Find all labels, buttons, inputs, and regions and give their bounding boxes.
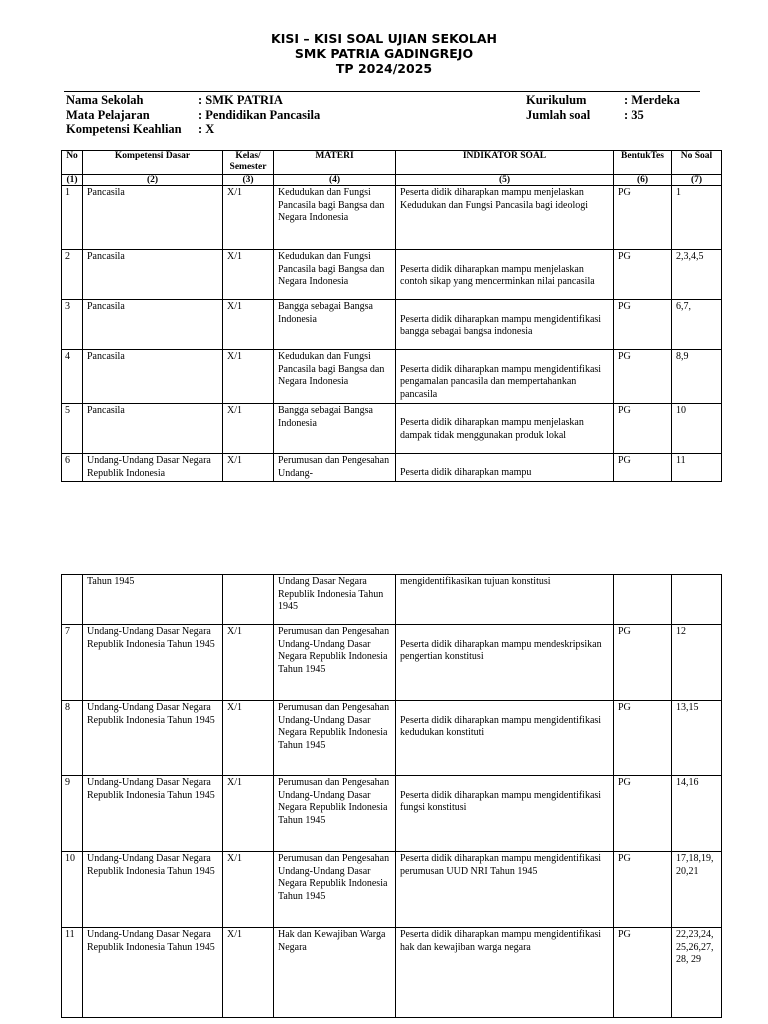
row-indikator — [396, 453, 614, 481]
row-kelas: X/1 — [223, 250, 274, 300]
row-nosoal: 22,23,24, 25,26,27, 28, 29 — [672, 928, 722, 1018]
row-materi: Bangga sebagai Bangsa Indonesia — [274, 403, 396, 453]
index-cell: (6) — [614, 175, 672, 186]
row-kelas: X/1 — [223, 403, 274, 453]
row-nosoal: 8,9 — [672, 350, 722, 404]
index-cell: (3) — [223, 175, 274, 186]
row-bentuk: PG — [614, 453, 672, 481]
index-cell: (5) — [396, 175, 614, 186]
row-indikator: Peserta didik diharapkan mampu mengidentifikasi hak dan kewajiban warga negara — [396, 928, 614, 1018]
row-bentuk: PG — [614, 776, 672, 852]
row-bentuk: PG — [614, 350, 672, 404]
row-kelas: X/1 — [223, 776, 274, 852]
table-row — [62, 776, 722, 852]
row-kompetensi: Pancasila — [83, 350, 223, 404]
row-kompetensi: Undang-Undang Dasar Negara Republik Indonesia Tahun 1945 — [83, 776, 223, 852]
row-kompetensi: Pancasila — [83, 403, 223, 453]
row-nosoal: 6,7, — [672, 300, 722, 350]
header-indikator: INDIKATOR SOAL — [396, 151, 614, 175]
row-bentuk: PG — [614, 403, 672, 453]
index-cell: (2) — [83, 175, 223, 186]
row-indikator — [396, 350, 614, 404]
header-divider — [64, 91, 700, 92]
row-indikator — [396, 250, 614, 300]
header-bentuk: BentukTes — [614, 151, 672, 175]
row-no — [62, 575, 83, 625]
row-kompetensi: Undang-Undang Dasar Negara Republik Indonesia Tahun 1945 — [83, 701, 223, 776]
row-bentuk: PG — [614, 701, 672, 776]
row-materi: Perumusan dan Pengesahan Undang-Undang Dasar Negara Republik Indonesia Tahun 1945 — [274, 852, 396, 928]
row-nosoal: 12 — [672, 625, 722, 701]
row-kompetensi: Tahun 1945 — [83, 575, 223, 625]
row-indikator — [396, 403, 614, 453]
header-nosoal: No Soal — [672, 151, 722, 175]
row-kompetensi: Undang-Undang Dasar Negara Republik Indonesia — [83, 453, 223, 481]
row-kelas: X/1 — [223, 186, 274, 250]
table-row — [62, 186, 722, 250]
header-school: SMK PATRIA GADINGREJO — [294, 46, 474, 61]
row-nosoal: 13,15 — [672, 701, 722, 776]
row-materi: Kedudukan dan Fungsi Pancasila bagi Bangsa dan Negara Indonesia — [274, 350, 396, 404]
table-row — [62, 852, 722, 928]
row-bentuk: PG — [614, 625, 672, 701]
table-row — [62, 928, 722, 1018]
row-no: 3 — [62, 300, 83, 350]
row-no: 4 — [62, 350, 83, 404]
row-kompetensi: Undang-Undang Dasar Negara Republik Indonesia Tahun 1945 — [83, 928, 223, 1018]
nama-sekolah-value: : SMK PATRIA — [198, 93, 283, 107]
row-no: 1 — [62, 186, 83, 250]
kurikulum-value: : Merdeka — [624, 93, 680, 107]
index-cell: (4) — [274, 175, 396, 186]
info-left — [66, 93, 320, 137]
kompetensi-label: Kompetensi Keahlian — [66, 122, 182, 136]
row-kompetensi: Pancasila — [83, 300, 223, 350]
kurikulum-label: Kurikulum — [526, 93, 587, 107]
document-header — [0, 31, 768, 76]
index-cell: (7) — [672, 175, 722, 186]
row-kompetensi: Undang-Undang Dasar Negara Republik Indonesia Tahun 1945 — [83, 625, 223, 701]
row-indikator — [396, 625, 614, 701]
row-bentuk: PG — [614, 186, 672, 250]
kompetensi-value: : X — [198, 122, 215, 136]
row-indikator: Peserta didik diharapkan mampu mengidentifikasi perumusan UUD NRI Tahun 1945 — [396, 852, 614, 928]
kisi-table-page1 — [61, 150, 722, 482]
header-materi: MATERI — [274, 151, 396, 175]
row-kelas — [223, 575, 274, 625]
row-no: 7 — [62, 625, 83, 701]
row-materi: Perumusan dan Pengesahan Undang- — [274, 453, 396, 481]
row-materi: Undang Dasar Negara Republik Indonesia Tahun 1945 — [274, 575, 396, 625]
header-year: TP 2024/2025 — [335, 61, 433, 76]
kisi-table-page2 — [61, 574, 722, 1018]
row-bentuk: PG — [614, 250, 672, 300]
row-bentuk: PG — [614, 928, 672, 1018]
row-no: 11 — [62, 928, 83, 1018]
row-indikator — [396, 776, 614, 852]
jumlah-soal-value: : 35 — [624, 107, 644, 122]
header-kelas: Kelas/ Semester — [223, 151, 274, 175]
nama-sekolah-label: Nama Sekolah — [66, 93, 144, 107]
row-nosoal: 14,16 — [672, 776, 722, 852]
row-materi: Perumusan dan Pengesahan Undang-Undang Dasar Negara Republik Indonesia Tahun 1945 — [274, 625, 396, 701]
row-no: 2 — [62, 250, 83, 300]
index-cell: (1) — [62, 175, 83, 186]
row-indikator-text: Peserta didik diharapkan mampu mengidentifikasi bangga sebagai bangsa indonesia — [400, 313, 602, 338]
row-nosoal: 1 — [672, 186, 722, 250]
row-materi: Kedudukan dan Fungsi Pancasila bagi Bangsa dan Negara Indonesia — [274, 186, 396, 250]
row-indikator: Peserta didik diharapkan mampu menjelaskan Kedudukan dan Fungsi Pancasila bagi ideologi — [396, 186, 614, 250]
row-indikator — [396, 300, 614, 350]
row-bentuk: PG — [614, 852, 672, 928]
row-no: 6 — [62, 453, 83, 481]
row-kelas: X/1 — [223, 453, 274, 481]
row-kelas: X/1 — [223, 350, 274, 404]
table-row — [62, 350, 722, 404]
row-kelas: X/1 — [223, 701, 274, 776]
info-right — [526, 93, 680, 122]
row-materi: Bangga sebagai Bangsa Indonesia — [274, 300, 396, 350]
row-indikator — [396, 701, 614, 776]
row-indikator-text: Peserta didik diharapkan mampu menjelaskan contoh sikap yang mencerminkan nilai pancasila — [400, 263, 595, 288]
row-kompetensi: Undang-Undang Dasar Negara Republik Indonesia Tahun 1945 — [83, 852, 223, 928]
row-no: 8 — [62, 701, 83, 776]
row-nosoal: 10 — [672, 403, 722, 453]
row-bentuk — [614, 575, 672, 625]
row-no: 10 — [62, 852, 83, 928]
row-indikator-text: Peserta didik diharapkan mampu mengidentifikasi pengamalan pancasila dan mempertahankan pancasila — [400, 363, 602, 401]
header-kompetensi: Kompetensi Dasar — [83, 151, 223, 175]
row-kompetensi: Pancasila — [83, 250, 223, 300]
row-no: 5 — [62, 403, 83, 453]
row-nosoal: 2,3,4,5 — [672, 250, 722, 300]
row-indikator-text: Peserta didik diharapkan mampu mendeskripsikan pengertian konstitusi — [400, 638, 602, 663]
table-row-continued — [62, 575, 722, 625]
row-indikator: mengidentifikasikan tujuan konstitusi — [396, 575, 614, 625]
row-materi: Perumusan dan Pengesahan Undang-Undang Dasar Negara Republik Indonesia Tahun 1945 — [274, 701, 396, 776]
row-materi: Hak dan Kewajiban Warga Negara — [274, 928, 396, 1018]
header-title: KISI – KISI SOAL UJIAN SEKOLAH — [271, 31, 497, 46]
row-kelas: X/1 — [223, 300, 274, 350]
row-no: 9 — [62, 776, 83, 852]
header-no: No — [62, 151, 83, 175]
row-kompetensi: Pancasila — [83, 186, 223, 250]
row-indikator-text: Peserta didik diharapkan mampu mengidentifikasi fungsi konstitusi — [400, 789, 602, 814]
table-row — [62, 453, 722, 481]
table-row — [62, 701, 722, 776]
mata-pelajaran-value: : Pendidikan Pancasila — [198, 107, 321, 122]
row-indikator-text: Peserta didik diharapkan mampu — [400, 467, 532, 479]
jumlah-soal-label: Jumlah soal — [526, 107, 591, 122]
row-indikator-text: Peserta didik diharapkan mampu menjelaskan dampak tidak menggunakan produk lokal — [400, 417, 584, 442]
table-row — [62, 250, 722, 300]
row-nosoal: 11 — [672, 453, 722, 481]
row-kelas: X/1 — [223, 928, 274, 1018]
row-materi: Perumusan dan Pengesahan Undang-Undang Dasar Negara Republik Indonesia Tahun 1945 — [274, 776, 396, 852]
row-bentuk: PG — [614, 300, 672, 350]
row-indikator-text: Peserta didik diharapkan mampu mengidentifikasi kedudukan konstituti — [400, 714, 602, 739]
table-row — [62, 403, 722, 453]
row-kelas: X/1 — [223, 852, 274, 928]
table-row — [62, 625, 722, 701]
row-kelas: X/1 — [223, 625, 274, 701]
row-materi: Kedudukan dan Fungsi Pancasila bagi Bangsa dan Negara Indonesia — [274, 250, 396, 300]
row-nosoal — [672, 575, 722, 625]
mata-pelajaran-label: Mata Pelajaran — [66, 107, 150, 122]
row-nosoal: 17,18,19, 20,21 — [672, 852, 722, 928]
table-row — [62, 300, 722, 350]
